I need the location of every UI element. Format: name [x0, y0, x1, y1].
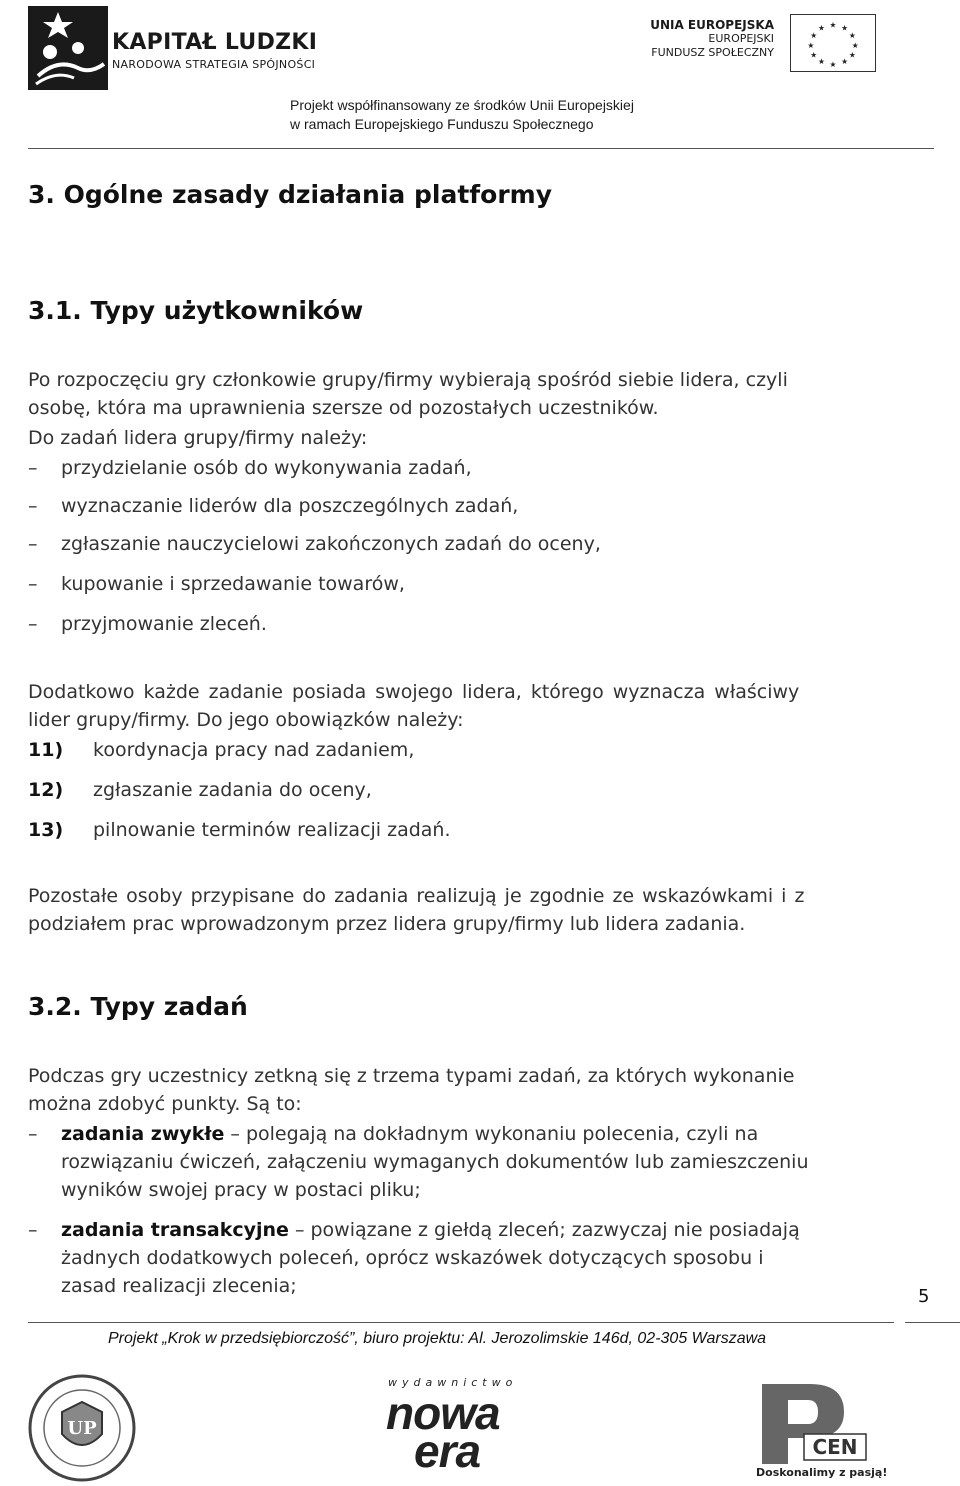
program-title: KAPITAŁ LUDZKI [112, 30, 318, 55]
dash-bullet: – [28, 533, 38, 555]
footer-project-info: Projekt „Krok w przedsiębiorczość”, biuro projektu: Al. Jerozolimskie 146d, 02-305 Warszawa [108, 1330, 767, 1347]
item-number: 11) [28, 739, 64, 761]
list-item [28, 1216, 873, 1306]
program-subtitle: NARODOWA STRATEGIA SPÓJNOŚCI [112, 58, 316, 71]
svg-text:★: ★ [817, 23, 825, 33]
nowa-era-logo [380, 1376, 530, 1476]
users-intro-line-1: Po rozpoczęciu gry członkowie grupy/firmy wybierają spośród siebie lidera, czyli [28, 369, 788, 391]
eu-flag-icon [790, 14, 876, 72]
leader-duty: przyjmowanie zleceń. [61, 613, 267, 635]
cofinancing-line-1: Projekt współfinansowany ze środków Unii Europejskiej [290, 97, 634, 113]
task-type-desc-2: rozwiązaniu ćwiczeń, załączeniu wymaganych dokumentów lub zamieszczeniu [61, 1151, 809, 1173]
item-number: 12) [28, 779, 64, 801]
svg-text:★: ★ [807, 40, 815, 50]
dash-bullet: – [28, 495, 38, 517]
task-leader-line-1: Dodatkowo każde zadanie posiada swojego lidera, którego wyznacza właściwy [28, 681, 800, 703]
publisher-word-1: nowa [386, 1387, 500, 1439]
list-item [28, 1120, 873, 1210]
svg-text:★: ★ [829, 60, 837, 70]
page-header [0, 0, 960, 150]
svg-text:★: ★ [841, 57, 849, 67]
footer-divider [28, 1322, 894, 1323]
others-line-1: Pozostałe osoby przypisane do zadania realizują je zgodnie ze wskazówkami i z [28, 885, 805, 907]
eu-line-2: EUROPEJSKI [708, 32, 774, 45]
task-type-desc-2: żadnych dodatkowych poleceń, oprócz wskazówek dotyczących sposobu i [61, 1247, 764, 1269]
page-number: 5 [918, 1286, 930, 1307]
eu-line-1: UNIA EUROPEJSKA [650, 18, 774, 32]
task-leader-duty: zgłaszanie zadania do oceny, [93, 779, 372, 801]
task-type-desc-3: wyników swojej pracy w postaci pliku; [61, 1179, 421, 1201]
task-type-desc-1: – powiązane z giełdą zleceń; zazwyczaj nie posiadają [288, 1219, 800, 1241]
task-type-desc-3: zasad realizacji zlecenia; [61, 1275, 297, 1297]
svg-text:★: ★ [810, 50, 818, 60]
leader-duty: kupowanie i sprzedawanie towarów, [61, 573, 405, 595]
svg-text:UP: UP [67, 1418, 97, 1439]
publisher-small-label: wydawnictwo [388, 1376, 518, 1389]
dash-bullet: – [28, 573, 38, 595]
leader-duty: przydzielanie osób do wykonywania zadań, [61, 457, 472, 479]
leader-duty: zgłaszanie nauczycielowi zakończonych zadań do oceny, [61, 533, 601, 555]
task-type-description [61, 1120, 867, 1204]
item-number: 13) [28, 819, 64, 841]
cofinancing-note [290, 96, 634, 134]
task-leader-line-2: lider grupy/firmy. Do jego obowiązków należy: [28, 709, 464, 731]
svg-text:★: ★ [848, 31, 856, 41]
dash-bullet: – [28, 1123, 38, 1145]
svg-text:★: ★ [851, 40, 859, 50]
pcen-slogan: Doskonalimy z pasją! [756, 1466, 888, 1479]
tasks-intro-line-1: Podczas gry uczestnicy zetkną się z trzema typami zadań, za których wykonanie [28, 1065, 795, 1087]
subsection-title-users: 3.1. Typy użytkowników [28, 296, 364, 325]
header-divider [28, 148, 934, 149]
task-leader-duty: koordynacja pracy nad zadaniem, [93, 739, 415, 761]
dash-bullet: – [28, 613, 38, 635]
kapital-ludzki-logo [28, 6, 120, 90]
svg-text:★: ★ [841, 23, 849, 33]
university-seal-logo [26, 1372, 138, 1484]
subsection-title-tasks: 3.2. Typy zadań [28, 992, 248, 1021]
svg-text:★: ★ [810, 31, 818, 41]
users-intro-line-2: osobę, która ma uprawnienia szersze od pozostałych uczestników. [28, 397, 659, 419]
leader-duty: wyznaczanie liderów dla poszczególnych zadań, [61, 495, 519, 517]
svg-text:CEN: CEN [812, 1435, 858, 1459]
eu-text-block [650, 18, 774, 60]
svg-text:★: ★ [829, 20, 837, 30]
tasks-intro-line-2: można zdobyć punkty. Są to: [28, 1093, 302, 1115]
svg-text:★: ★ [848, 50, 856, 60]
others-line-2: podziałem prac wprowadzonym przez lidera grupy/firmy lub lidera zadania. [28, 913, 746, 935]
dash-bullet: – [28, 457, 38, 479]
task-leader-duty: pilnowanie terminów realizacji zadań. [93, 819, 451, 841]
task-type-name: zadania transakcyjne [61, 1219, 289, 1241]
eu-line-3: FUNDUSZ SPOŁECZNY [651, 46, 774, 59]
cofinancing-line-2: w ramach Europejskiego Funduszu Społecznego [290, 116, 594, 132]
svg-text:★: ★ [817, 57, 825, 67]
leader-duties-intro: Do zadań lidera grupy/firmy należy: [28, 427, 368, 449]
page-number-divider [905, 1322, 960, 1323]
task-type-desc-1: – polegają na dokładnym wykonaniu polecenia, czyli na [224, 1123, 759, 1145]
task-type-name: zadania zwykłe [61, 1123, 225, 1145]
dash-bullet: – [28, 1219, 38, 1241]
section-title: 3. Ogólne zasady działania platformy [28, 180, 552, 209]
task-type-description [61, 1216, 867, 1300]
publisher-word-2: era [414, 1425, 481, 1477]
